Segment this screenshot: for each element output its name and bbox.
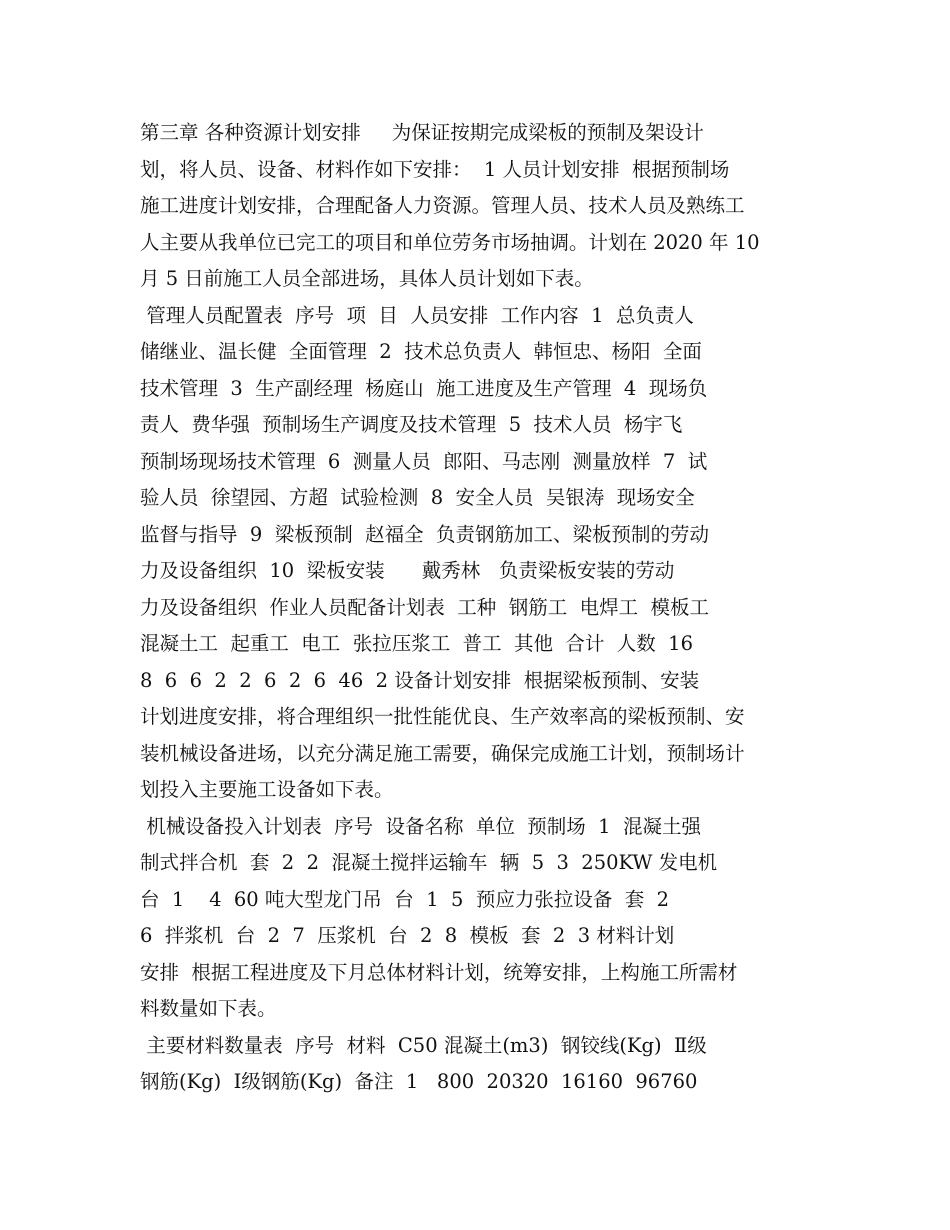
text-line: 力及设备组织 作业人员配备计划表 工种 钢筋工 电焊工 模板工	[140, 595, 709, 619]
text-line: 制式拌合机 套 2 2 混凝土搅拌运输车 辆 5 3 250KW 发电机	[140, 851, 718, 874]
document-body	[140, 115, 812, 1101]
text-line: 主要材料数量表 序号 材料 C50 混凝土(m3) 钢铰线(Kg) Ⅱ级	[140, 1033, 707, 1057]
text-line: 料数量如下表。	[140, 997, 277, 1020]
text-line: 月 5 日前施工人员全部进场，具体人员计划如下表。	[140, 267, 594, 290]
text-line: 台 1 4 60 吨大型龙门吊 台 1 5 预应力张拉设备 套 2	[140, 887, 670, 911]
text-line: 第三章 各种资源计划安排 为保证按期完成梁板的预制及架设计	[140, 121, 704, 144]
text-line: 管理人员配置表 序号 项 目 人员安排 工作内容 1 总负责人	[140, 303, 694, 327]
text-line: 预制场现场技术管理 6 测量人员 郎阳、马志刚 测量放样 7 试	[140, 449, 708, 473]
text-line: 混凝土工 起重工 电工 张拉压浆工 普工 其他 合计 人数 16	[140, 632, 693, 655]
text-line: 力及设备组织 10 梁板安装 戴秀林 负责梁板安装的劳动	[140, 559, 675, 582]
text-line: 验人员 徐望园、方超 试验检测 8 安全人员 吴银涛 现场安全	[140, 486, 695, 509]
text-line: 安排 根据工程进度及下月总体材料计划，统筹安排，上构施工所需材	[140, 960, 738, 984]
text-line: 监督与指导 9 梁板预制 赵福全 负责钢筋加工、梁板预制的劳动	[140, 522, 709, 546]
text-line: 划投入主要施工设备如下表。	[140, 778, 394, 801]
text-line: 机械设备投入计划表 序号 设备名称 单位 预制场 1 混凝土强	[140, 814, 701, 838]
text-line: 装机械设备进场，以充分满足施工需要，确保完成施工计划，预制场计	[140, 741, 745, 765]
text-line: 6 拌浆机 台 2 7 压浆机 台 2 8 模板 套 2 3 材料计划	[140, 924, 675, 947]
text-line: 8 6 6 2 2 6 2 6 46 2 设备计划安排 根据梁板预制、安装	[140, 668, 700, 692]
text-line: 储继业、温长健 全面管理 2 技术总负责人 韩恒忠、杨阳 全面	[140, 340, 702, 363]
text-line: 技术管理 3 生产副经理 杨庭山 施工进度及生产管理 4 现场负	[140, 376, 708, 400]
text-line: 施工进度计划安排，合理配备人力资源。管理人员、技术人员及熟练工	[140, 194, 745, 217]
text-line: 钢筋(Kg) Ⅰ级钢筋(Kg) 备注 1 800 20320 16160 96760	[140, 1070, 698, 1093]
text-line: 责人 费华强 预制场生产调度及技术管理 5 技术人员 杨宇飞	[140, 413, 683, 436]
text-line: 人主要从我单位已完工的项目和单位劳务市场抽调。计划在 2020 年 10	[140, 230, 760, 254]
text-line: 划，将人员、设备、材料作如下安排： 1 人员计划安排 根据预制场	[140, 157, 730, 181]
text-line: 计划进度安排，将合理组织一批性能优良、生产效率高的梁板预制、安	[140, 705, 745, 728]
